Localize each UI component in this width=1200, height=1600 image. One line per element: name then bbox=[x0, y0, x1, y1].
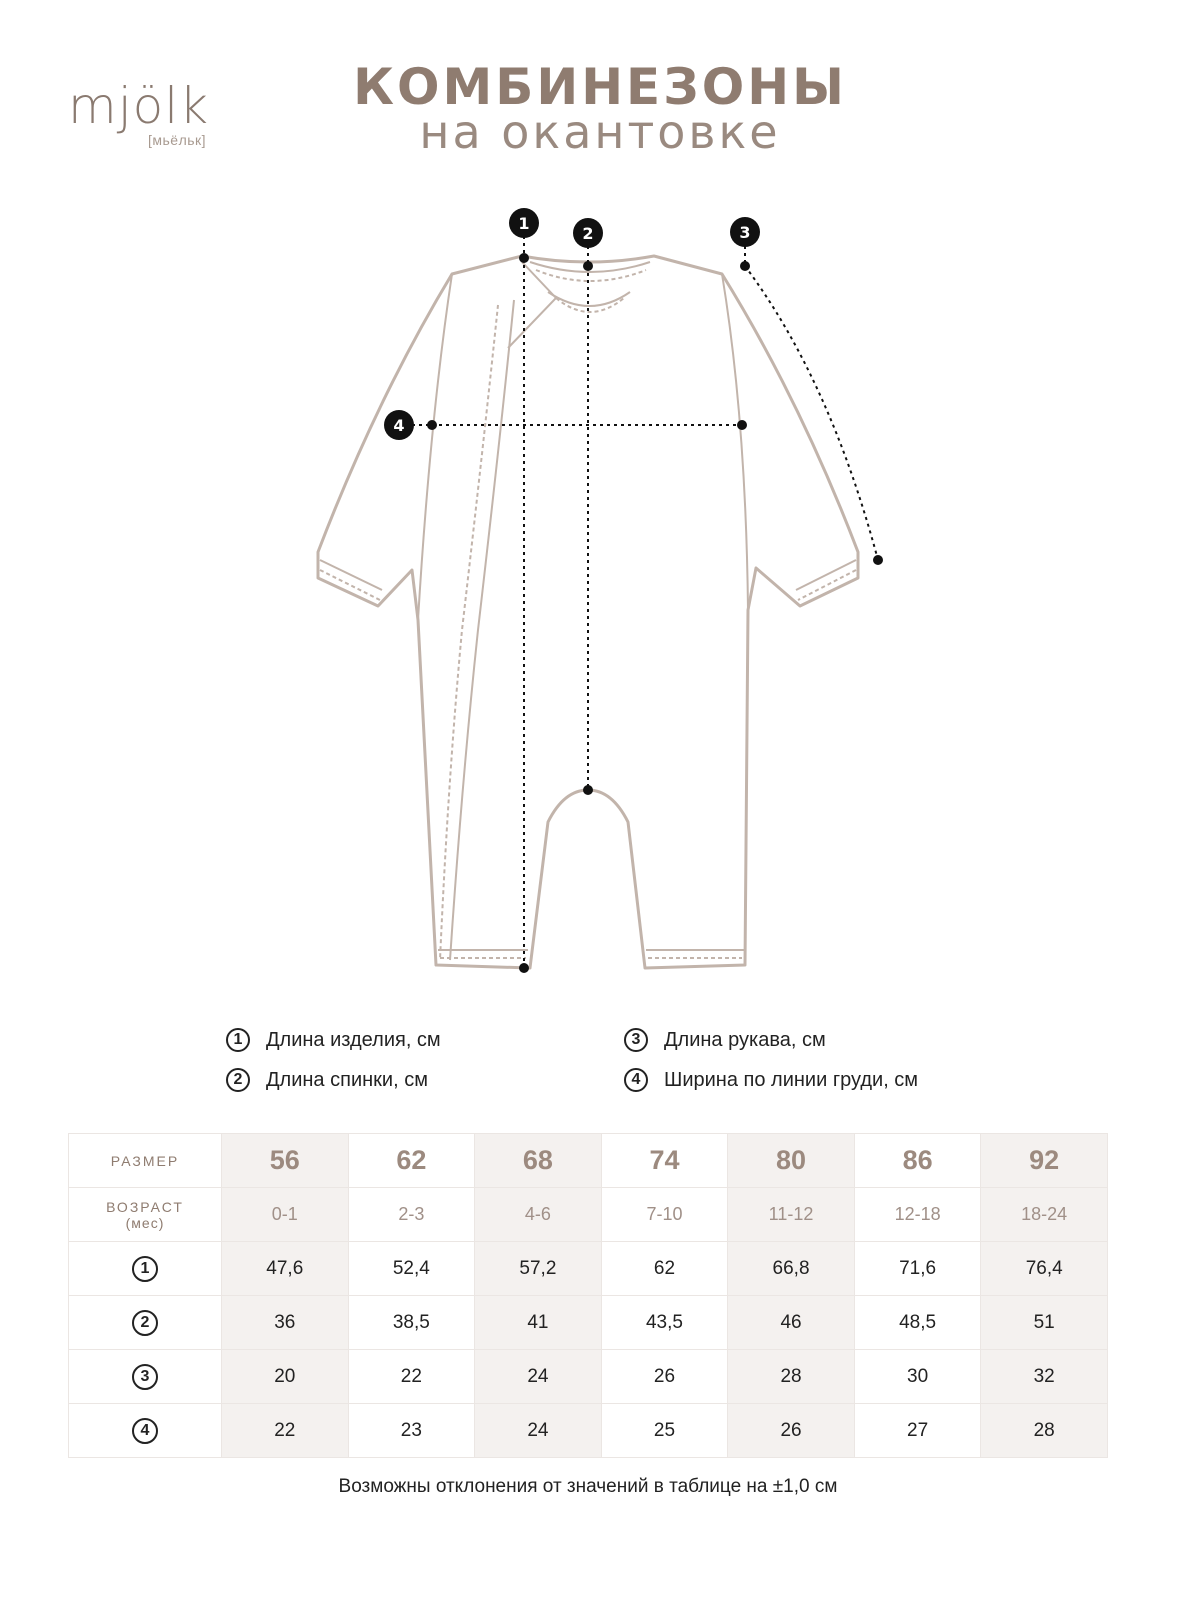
measure-cell: 24 bbox=[475, 1350, 602, 1404]
measure-row-header: 4 bbox=[69, 1404, 222, 1458]
measure-cell: 46 bbox=[728, 1296, 855, 1350]
legend-label-4: Ширина по линии груди, см bbox=[664, 1068, 919, 1091]
measure-cell: 43,5 bbox=[601, 1296, 728, 1350]
marker-1 bbox=[509, 208, 539, 238]
marker-2-label: 2 bbox=[582, 224, 594, 243]
brand-name: mjölk bbox=[68, 77, 210, 135]
measure-cell: 62 bbox=[601, 1242, 728, 1296]
size-cell: 68 bbox=[475, 1134, 602, 1188]
measure-cell: 28 bbox=[728, 1350, 855, 1404]
age-cell: 4-6 bbox=[475, 1188, 602, 1242]
measure-cell: 36 bbox=[222, 1296, 349, 1350]
jumpsuit-diagram bbox=[0, 180, 1200, 1000]
measure-row-2 bbox=[69, 1296, 1108, 1350]
age-cell: 0-1 bbox=[222, 1188, 349, 1242]
measure-cell: 32 bbox=[981, 1350, 1108, 1404]
marker-3-label: 3 bbox=[739, 223, 751, 242]
brand-transcription: [мьёльк] bbox=[148, 132, 207, 148]
measure-row-header: 1 bbox=[69, 1242, 222, 1296]
measure-cell: 66,8 bbox=[728, 1242, 855, 1296]
measure-cell: 26 bbox=[728, 1404, 855, 1458]
legend-item-3 bbox=[624, 1028, 826, 1052]
page-title: КОМБИНЕЗОНЫ bbox=[353, 58, 847, 116]
measure-row-header: 2 bbox=[69, 1296, 222, 1350]
age-label: ВОЗРАСТ bbox=[106, 1198, 184, 1215]
measure-cell: 23 bbox=[348, 1404, 475, 1458]
measure-cell: 38,5 bbox=[348, 1296, 475, 1350]
legend-item-2 bbox=[226, 1068, 428, 1092]
legend-label-3: Длина рукава, см bbox=[664, 1028, 826, 1051]
size-cell: 56 bbox=[222, 1134, 349, 1188]
size-label: РАЗМЕР bbox=[110, 1152, 180, 1169]
legend-label-1: Длина изделия, см bbox=[266, 1028, 441, 1051]
marker-4-label: 4 bbox=[393, 416, 405, 435]
marker-2 bbox=[573, 218, 603, 248]
measure-cell: 30 bbox=[854, 1350, 981, 1404]
age-unit: (мес) bbox=[125, 1214, 165, 1231]
measure-cell: 27 bbox=[854, 1404, 981, 1458]
legend-number-2: 2 bbox=[226, 1068, 250, 1092]
measure-cell: 48,5 bbox=[854, 1296, 981, 1350]
measure-cell: 24 bbox=[475, 1404, 602, 1458]
size-row-header bbox=[69, 1134, 222, 1188]
measure-cell: 25 bbox=[601, 1404, 728, 1458]
age-cell: 2-3 bbox=[348, 1188, 475, 1242]
size-table bbox=[68, 1133, 1108, 1458]
page-subtitle: на окантовке bbox=[419, 105, 781, 159]
brand-logo bbox=[68, 77, 228, 148]
marker-3 bbox=[730, 217, 760, 247]
measure-row-header: 3 bbox=[69, 1350, 222, 1404]
measure-cell: 47,6 bbox=[222, 1242, 349, 1296]
age-cell: 18-24 bbox=[981, 1188, 1108, 1242]
legend-number-4: 4 bbox=[624, 1068, 648, 1092]
age-row-header bbox=[69, 1188, 222, 1242]
size-cell: 62 bbox=[348, 1134, 475, 1188]
size-row bbox=[69, 1134, 1108, 1188]
legend-number-1: 1 bbox=[226, 1028, 250, 1052]
size-cell: 92 bbox=[981, 1134, 1108, 1188]
size-cell: 80 bbox=[728, 1134, 855, 1188]
size-cell: 86 bbox=[854, 1134, 981, 1188]
legend-label-2: Длина спинки, см bbox=[266, 1068, 428, 1091]
measure-cell: 76,4 bbox=[981, 1242, 1108, 1296]
marker-1-label: 1 bbox=[518, 214, 530, 233]
marker-4 bbox=[384, 410, 414, 440]
measure-cell: 20 bbox=[222, 1350, 349, 1404]
age-row bbox=[69, 1188, 1108, 1242]
age-cell: 11-12 bbox=[728, 1188, 855, 1242]
measure-cell: 26 bbox=[601, 1350, 728, 1404]
measure-cell: 57,2 bbox=[475, 1242, 602, 1296]
measure-row-3 bbox=[69, 1350, 1108, 1404]
measure-row-4 bbox=[69, 1404, 1108, 1458]
measure-cell: 51 bbox=[981, 1296, 1108, 1350]
measure-cell: 28 bbox=[981, 1404, 1108, 1458]
legend-item-4 bbox=[624, 1068, 918, 1092]
age-cell: 12-18 bbox=[854, 1188, 981, 1242]
measure-row-1 bbox=[69, 1242, 1108, 1296]
age-cell: 7-10 bbox=[601, 1188, 728, 1242]
measure-cell: 22 bbox=[348, 1350, 475, 1404]
measure-cell: 22 bbox=[222, 1404, 349, 1458]
tolerance-note: Возможны отклонения от значений в таблице на ±1,0 см bbox=[338, 1476, 838, 1497]
measure-cell: 41 bbox=[475, 1296, 602, 1350]
size-cell: 74 bbox=[601, 1134, 728, 1188]
measure-cell: 52,4 bbox=[348, 1242, 475, 1296]
measure-cell: 71,6 bbox=[854, 1242, 981, 1296]
legend-number-3: 3 bbox=[624, 1028, 648, 1052]
legend-item-1 bbox=[226, 1028, 441, 1052]
